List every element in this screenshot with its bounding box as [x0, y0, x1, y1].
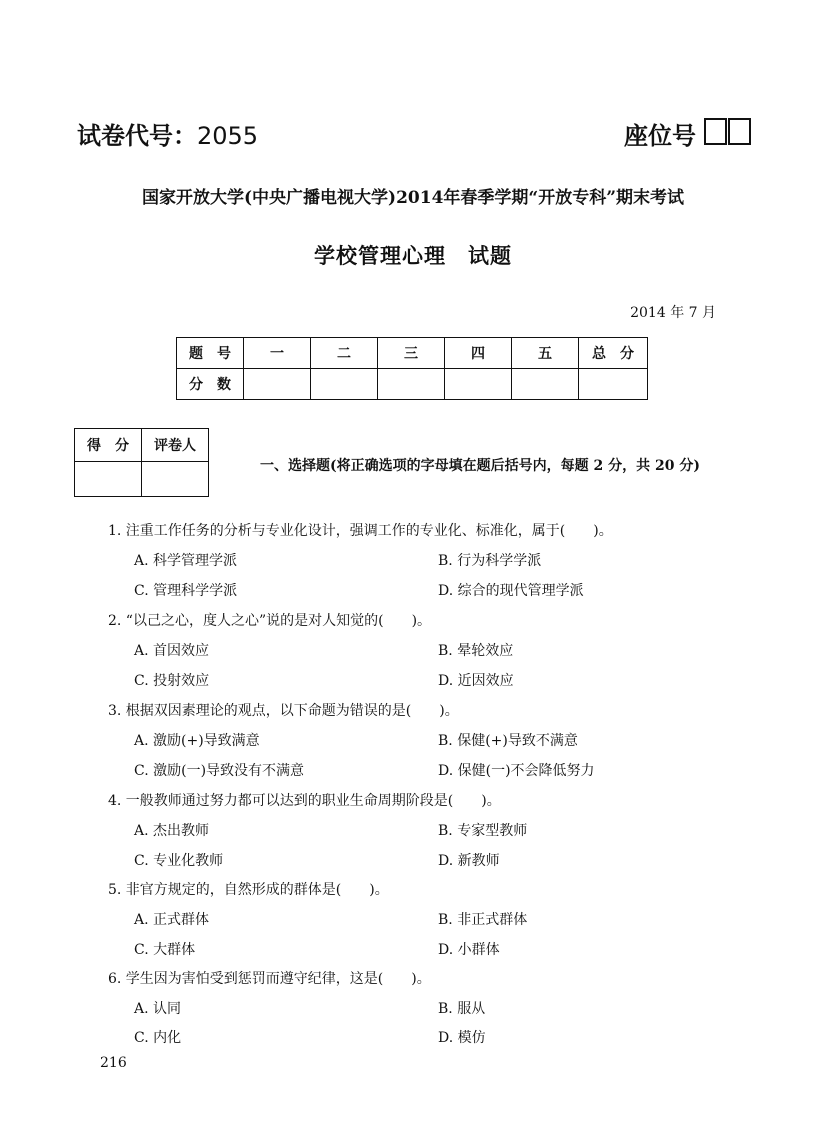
question-1-stem: 1. 注重工作任务的分析与专业化设计，强调工作的专业化、标准化，属于( )。	[108, 523, 613, 539]
question-4-option-b: B. 专家型教师	[438, 823, 528, 839]
question-6-option-b: B. 服从	[438, 1001, 486, 1017]
question-2-option-c: C. 投射效应	[134, 673, 210, 689]
seat-number-box-2	[728, 118, 751, 145]
question-6-option-d: D. 模仿	[438, 1030, 486, 1046]
question-6-option-c: C. 内化	[134, 1030, 182, 1046]
section-title: 一、选择题(将正确选项的字母填在题后括号内，每题 2 分，共 20 分)	[260, 458, 700, 474]
question-4-option-d: D. 新教师	[438, 853, 500, 869]
score-cell-5[interactable]	[512, 369, 579, 400]
question-4-stem: 4. 一般教师通过努力都可以达到的职业生命周期阶段是( )。	[108, 793, 501, 809]
question-4-option-c: C. 专业化教师	[134, 853, 224, 869]
question-1-option-c: C. 管理科学学派	[134, 583, 238, 599]
score-table-col-2: 二	[311, 338, 378, 369]
grader-name-label: 评卷人	[142, 429, 209, 462]
question-6-stem: 6. 学生因为害怕受到惩罚而遵守纪律，这是( )。	[108, 971, 431, 987]
question-1-option-d: D. 综合的现代管理学派	[438, 583, 584, 599]
subject-title: 学校管理心理 试题	[314, 244, 512, 268]
score-cell-3[interactable]	[378, 369, 445, 400]
grader-name-cell[interactable]	[142, 462, 209, 497]
question-3-option-b: B. 保健(+)导致不满意	[438, 733, 578, 749]
score-cell-total[interactable]	[579, 369, 648, 400]
score-table-row1-label: 题 号	[177, 338, 244, 369]
score-table	[176, 337, 648, 400]
exam-header: 国家开放大学(中央广播电视大学)2014年春季学期“开放专科”期末考试	[142, 188, 684, 208]
question-1-option-a: A. 科学管理学派	[134, 553, 238, 569]
exam-code-number: 2055	[197, 122, 259, 150]
score-table-header-row	[177, 338, 648, 369]
score-table-col-5: 五	[512, 338, 579, 369]
score-table-col-total: 总 分	[579, 338, 648, 369]
exam-code-label: 试卷代号：	[77, 122, 197, 150]
score-table-col-4: 四	[445, 338, 512, 369]
grader-box	[74, 428, 209, 497]
question-3-option-d: D. 保健(一)不会降低努力	[438, 763, 595, 779]
page-number: 216	[100, 1055, 127, 1071]
question-6-option-a: A. 认同	[134, 1001, 182, 1017]
question-5-option-a: A. 正式群体	[134, 912, 210, 928]
question-2-option-b: B. 晕轮效应	[438, 643, 514, 659]
question-3-stem: 3. 根据双因素理论的观点，以下命题为错误的是( )。	[108, 703, 459, 719]
seat-number-box-1	[704, 118, 727, 145]
question-5-option-d: D. 小群体	[438, 942, 500, 958]
score-table-col-3: 三	[378, 338, 445, 369]
exam-code	[77, 116, 258, 151]
grader-score-label: 得 分	[75, 429, 142, 462]
score-table-row2-label: 分 数	[177, 369, 244, 400]
exam-date: 2014 年 7 月	[630, 305, 716, 321]
question-3-option-a: A. 激励(+)导致满意	[134, 733, 260, 749]
question-4-option-a: A. 杰出教师	[134, 823, 210, 839]
question-5-stem: 5. 非官方规定的，自然形成的群体是( )。	[108, 882, 389, 898]
question-1-option-b: B. 行为科学学派	[438, 553, 542, 569]
question-2-option-d: D. 近因效应	[438, 673, 514, 689]
question-2-stem: 2. “以己之心，度人之心”说的是对人知觉的( )。	[108, 613, 432, 629]
question-5-option-b: B. 非正式群体	[438, 912, 528, 928]
grader-score-cell[interactable]	[75, 462, 142, 497]
score-cell-2[interactable]	[311, 369, 378, 400]
score-table-score-row	[177, 369, 648, 400]
question-2-option-a: A. 首因效应	[134, 643, 210, 659]
seat-number-label: 座位号	[624, 122, 696, 150]
question-3-option-c: C. 激励(一)导致没有不满意	[134, 763, 305, 779]
score-cell-4[interactable]	[445, 369, 512, 400]
score-cell-1[interactable]	[244, 369, 311, 400]
score-table-col-1: 一	[244, 338, 311, 369]
question-5-option-c: C. 大群体	[134, 942, 196, 958]
